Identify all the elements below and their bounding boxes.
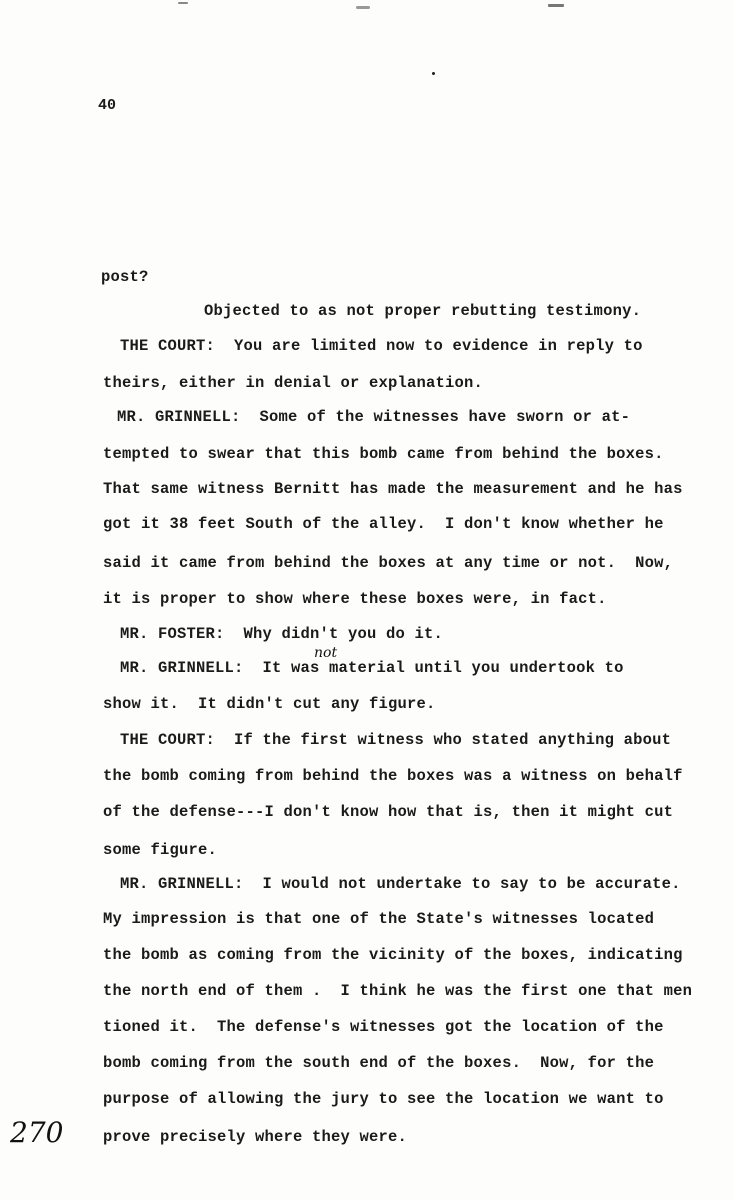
text-line: tioned it. The defense's witnesses got the location of the [103,1018,664,1036]
text-line: My impression is that one of the State's witnesses located [103,910,655,928]
scan-speck [178,2,188,4]
text-line: tempted to swear that this bomb came from behind the boxes. [103,445,664,463]
text-line: some figure. [103,841,218,859]
text-line: MR. GRINNELL: I would not undertake to say to be accurate. [120,875,681,893]
text-line: prove precisely where they were. [103,1128,408,1146]
page-number: 40 [98,97,117,114]
text-line: Objected to as not proper rebutting testimony. [204,302,642,320]
scan-speck [548,4,564,7]
text-line: MR. FOSTER: Why didn't you do it. [120,625,444,643]
text-line: THE COURT: You are limited now to evidence in reply to [120,337,643,355]
text-line: said it came from behind the boxes at any time or not. Now, [103,554,674,572]
scan-speck [356,6,370,9]
text-line: got it 38 feet South of the alley. I don't know whether he [103,515,664,533]
margin-note: 270 [10,1116,64,1149]
text-line: the north end of them . I think he was the first one that men [103,982,693,1000]
text-line: MR. GRINNELL: It was material until you undertook to [120,659,624,677]
text-line: purpose of allowing the jury to see the location we want to [103,1090,664,1108]
text-line: of the defense---I don't know how that is, then it might cut [103,803,674,821]
text-line: show it. It didn't cut any figure. [103,695,436,713]
text-line: theirs, either in denial or explanation. [103,374,484,392]
text-line: post? [101,268,149,286]
text-line: MR. GRINNELL: Some of the witnesses have sworn or at- [117,408,631,426]
text-line: it is proper to show where these boxes were, in fact. [103,590,607,608]
text-line: bomb coming from the south end of the boxes. Now, for the [103,1054,655,1072]
text-line: That same witness Bernitt has made the measurement and he has [103,480,683,498]
scan-speck [432,72,435,75]
handwritten-insertion: not [314,645,338,661]
text-line: the bomb as coming from the vicinity of the boxes, indicating [103,946,683,964]
text-line: THE COURT: If the first witness who stated anything about [120,731,672,749]
text-line: the bomb coming from behind the boxes was a witness on behalf [103,767,683,785]
